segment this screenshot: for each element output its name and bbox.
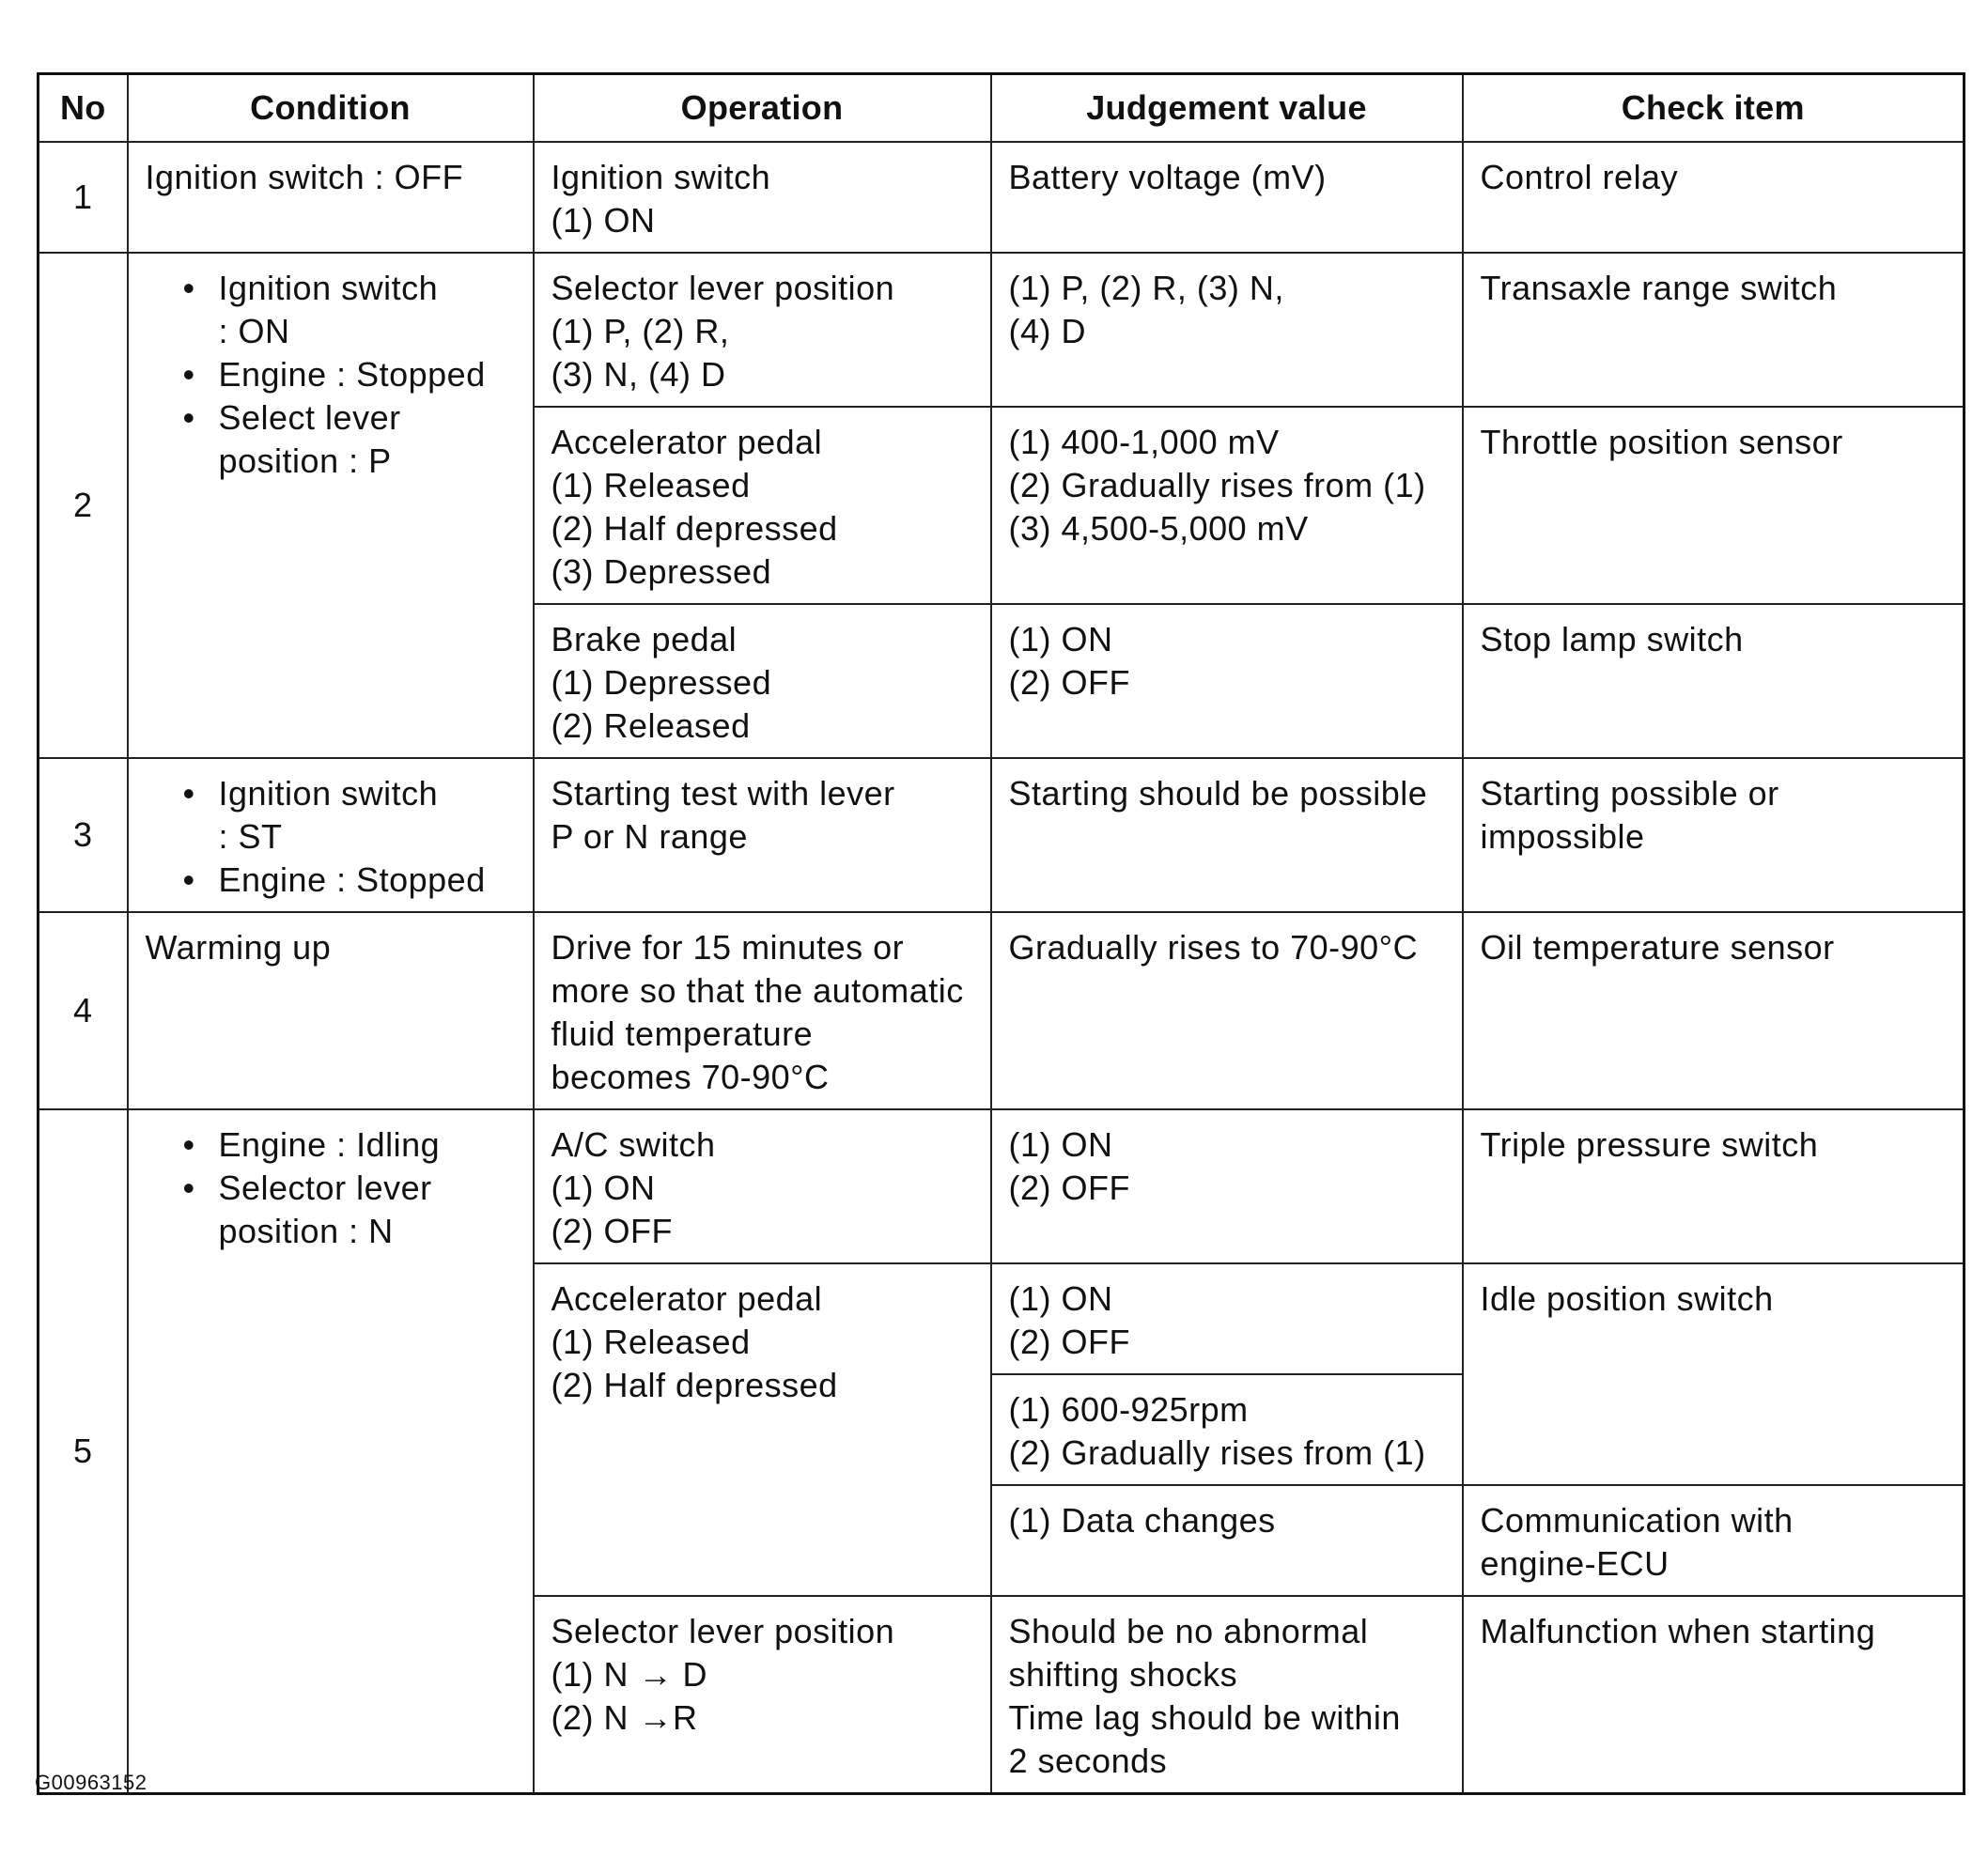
judgement-text: Battery voltage (mV)	[1008, 158, 1327, 196]
operation-cell	[534, 253, 991, 407]
condition-cell	[128, 1109, 534, 1794]
operation-text: (1) P, (2) R,	[551, 312, 730, 350]
check-text: Malfunction when starting	[1480, 1612, 1876, 1650]
header-no: No	[39, 74, 128, 143]
condition-text: position : P	[218, 441, 392, 480]
condition-bullet	[146, 1123, 516, 1167]
operation-text: (1) N → D	[551, 1655, 707, 1694]
judgement-text: (3) 4,500-5,000 mV	[1008, 509, 1309, 548]
operation-text: (2) N →R	[551, 1698, 698, 1737]
table-row-4	[39, 912, 1965, 1109]
operation-text: (2) Released	[551, 706, 751, 745]
operation-cell	[534, 142, 991, 253]
judgement-text: Starting should be possible	[1008, 774, 1428, 813]
table-row-2a	[39, 253, 1965, 407]
judgement-cell	[991, 1263, 1463, 1374]
operation-text: (2) Half depressed	[551, 509, 838, 548]
operation-text: fluid temperature	[551, 1014, 814, 1053]
check-cell	[1463, 912, 1965, 1109]
condition-cell	[128, 912, 534, 1109]
operation-text: Accelerator pedal	[551, 423, 823, 461]
condition-cell	[128, 758, 534, 912]
operation-cell	[534, 912, 991, 1109]
check-text: Transaxle range switch	[1480, 269, 1838, 307]
condition-text: Engine : Stopped	[218, 860, 486, 899]
judgement-text: (1) P, (2) R, (3) N,	[1008, 269, 1284, 307]
condition-text: Ignition switch	[218, 269, 439, 307]
header-row	[39, 74, 1965, 143]
operation-text: (1) ON	[551, 201, 656, 240]
check-cell	[1463, 1109, 1965, 1263]
bullet-icon: •	[182, 774, 195, 813]
condition-text: Engine : Idling	[218, 1125, 441, 1164]
check-cell	[1463, 407, 1965, 604]
operation-cell	[534, 407, 991, 604]
diagnostic-table	[37, 72, 1965, 1795]
judgement-text: Gradually rises to 70-90°C	[1008, 928, 1419, 967]
bullet-icon: •	[182, 860, 195, 899]
check-cell	[1463, 142, 1965, 253]
row-number: 1	[39, 142, 128, 253]
header-operation: Operation	[534, 74, 991, 143]
condition-text: Ignition switch	[218, 774, 439, 813]
check-text: Idle position switch	[1480, 1279, 1774, 1318]
condition-bullet	[146, 859, 516, 902]
operation-text: Brake pedal	[551, 620, 738, 658]
condition-text: Warming up	[145, 928, 332, 967]
table-row-1	[39, 142, 1965, 253]
row-number: 5	[39, 1109, 128, 1794]
operation-text: (3) Depressed	[551, 552, 772, 591]
judgement-cell	[991, 604, 1463, 758]
bullet-icon: •	[182, 398, 195, 437]
check-cell	[1463, 253, 1965, 407]
operation-text: more so that the automatic	[551, 971, 964, 1010]
condition-cell	[128, 253, 534, 758]
condition-cell	[128, 142, 534, 253]
header-judgement: Judgement value	[991, 74, 1463, 143]
judgement-text: (1) ON	[1008, 620, 1113, 658]
judgement-text: (2) Gradually rises from (1)	[1008, 466, 1426, 504]
operation-text: Ignition switch	[551, 158, 771, 196]
judgement-cell	[991, 142, 1463, 253]
operation-text: A/C switch	[551, 1125, 716, 1164]
check-text: engine-ECU	[1480, 1544, 1670, 1583]
condition-text: Select lever	[218, 398, 401, 437]
row-number: 3	[39, 758, 128, 912]
judgement-cell	[991, 1109, 1463, 1263]
condition-text: Ignition switch : OFF	[145, 158, 464, 196]
operation-cell	[534, 1109, 991, 1263]
check-text: Throttle position sensor	[1480, 423, 1843, 461]
check-cell	[1463, 604, 1965, 758]
check-text: Stop lamp switch	[1480, 620, 1744, 658]
condition-bullet	[146, 772, 516, 815]
judgement-text: 2 seconds	[1008, 1742, 1168, 1780]
judgement-text: (4) D	[1008, 312, 1086, 350]
check-text: impossible	[1480, 817, 1645, 856]
operation-text: (1) Released	[551, 1323, 751, 1361]
table-row-5a	[39, 1109, 1965, 1263]
operation-text: Starting test with lever	[551, 774, 895, 813]
judgement-cell	[991, 758, 1463, 912]
operation-text: Drive for 15 minutes or	[551, 928, 905, 967]
judgement-text: Should be no abnormal	[1008, 1612, 1369, 1650]
condition-text: : ON	[218, 312, 290, 350]
operation-text: P or N range	[551, 817, 748, 856]
operation-text: Selector lever position	[551, 269, 895, 307]
condition-bullet	[146, 267, 516, 310]
judgement-cell	[991, 1596, 1463, 1794]
condition-text: Selector lever	[218, 1169, 432, 1207]
check-cell	[1463, 1263, 1965, 1485]
judgement-cell	[991, 407, 1463, 604]
check-cell	[1463, 1485, 1965, 1596]
operation-cell	[534, 1263, 991, 1596]
check-text: Control relay	[1480, 158, 1679, 196]
check-cell	[1463, 758, 1965, 912]
judgement-text: (2) Gradually rises from (1)	[1008, 1433, 1426, 1472]
operation-cell	[534, 604, 991, 758]
operation-text: (2) OFF	[551, 1212, 673, 1250]
judgement-text: (1) 400-1,000 mV	[1008, 423, 1280, 461]
condition-text: position : N	[218, 1212, 394, 1250]
bullet-icon: •	[182, 1125, 195, 1164]
bullet-icon: •	[182, 269, 195, 307]
judgement-cell	[991, 253, 1463, 407]
figure-code: G00963152	[35, 1771, 148, 1794]
judgement-text: (1) Data changes	[1008, 1501, 1276, 1540]
bullet-icon: •	[182, 355, 195, 394]
bullet-icon: •	[182, 1169, 195, 1207]
operation-text: Selector lever position	[551, 1612, 895, 1650]
header-check: Check item	[1463, 74, 1965, 143]
check-text: Starting possible or	[1480, 774, 1779, 813]
judgement-text: (2) OFF	[1008, 663, 1130, 702]
judgement-text: (1) ON	[1008, 1279, 1113, 1318]
judgement-text: (1) 600-925rpm	[1008, 1390, 1249, 1429]
check-text: Oil temperature sensor	[1480, 928, 1835, 967]
condition-text: Engine : Stopped	[218, 355, 486, 394]
operation-cell	[534, 758, 991, 912]
judgement-text: (1) ON	[1008, 1125, 1113, 1164]
row-number: 4	[39, 912, 128, 1109]
condition-bullet	[146, 353, 516, 396]
check-cell	[1463, 1596, 1965, 1794]
operation-text: Accelerator pedal	[551, 1279, 823, 1318]
operation-text: (1) ON	[551, 1169, 656, 1207]
check-text: Communication with	[1480, 1501, 1794, 1540]
header-condition: Condition	[128, 74, 534, 143]
judgement-cell	[991, 912, 1463, 1109]
judgement-cell	[991, 1485, 1463, 1596]
operation-text: (2) Half depressed	[551, 1366, 838, 1404]
operation-text: (1) Released	[551, 466, 751, 504]
operation-text: (3) N, (4) D	[551, 355, 726, 394]
judgement-text: (2) OFF	[1008, 1323, 1130, 1361]
row-number: 2	[39, 253, 128, 758]
judgement-text: shifting shocks	[1008, 1655, 1238, 1694]
judgement-text: (2) OFF	[1008, 1169, 1130, 1207]
condition-text: : ST	[218, 817, 283, 856]
judgement-text: Time lag should be within	[1008, 1698, 1401, 1737]
judgement-cell	[991, 1374, 1463, 1485]
condition-bullet	[146, 1167, 516, 1210]
condition-bullet	[146, 396, 516, 440]
check-text: Triple pressure switch	[1480, 1125, 1819, 1164]
operation-text: (1) Depressed	[551, 663, 772, 702]
operation-text: becomes 70-90°C	[551, 1058, 830, 1096]
table-row-3	[39, 758, 1965, 912]
operation-cell	[534, 1596, 991, 1794]
